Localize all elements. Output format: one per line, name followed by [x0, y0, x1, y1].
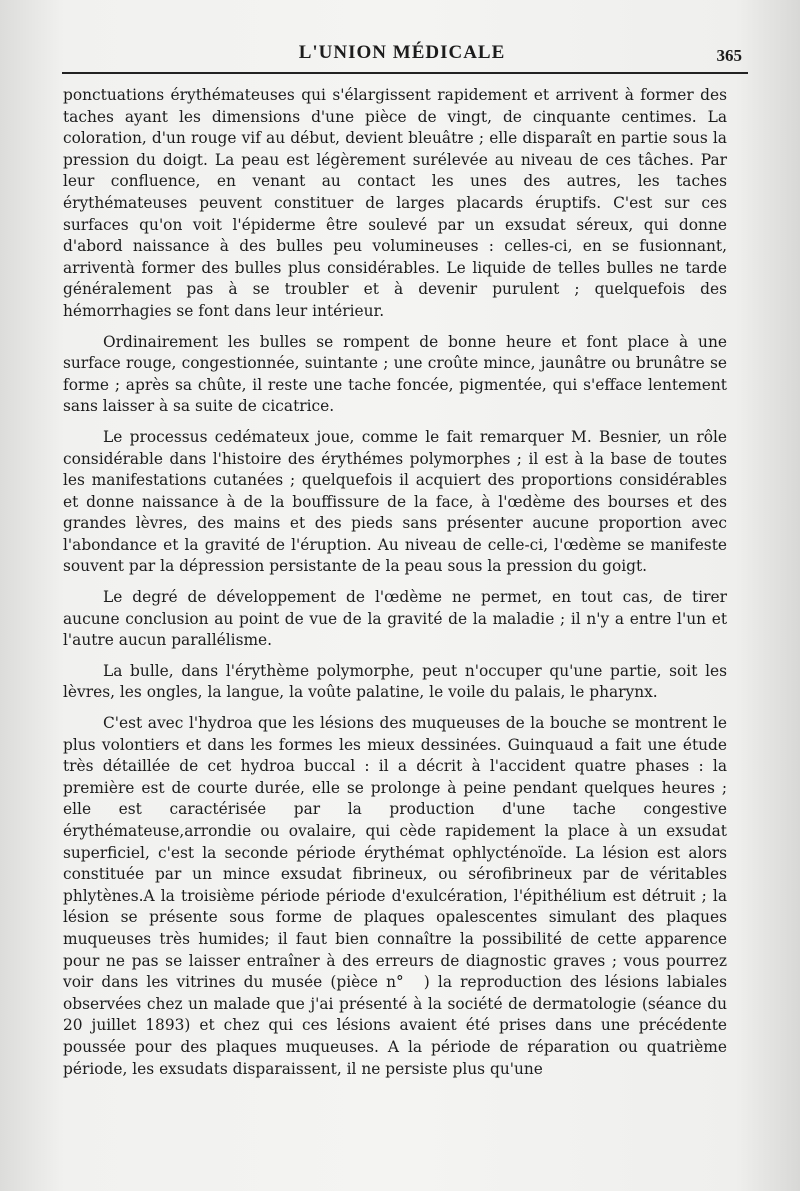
article-body — [63, 85, 727, 1089]
page-number: 365 — [716, 46, 742, 65]
paragraph: Le processus cedémateux joue, comme le fait remarquer M. Besnier, un rôle considérable dans l'histoire des érythémes polymorphes ; il est à la base de toutes les manifestations cutanées ; quelquefois il acquiert des proportions considérables et donne naissance à de la bouffissure de la face, à l'œdème des bourses et des grandes lèvres, des mains et des pieds sans présenter aucune proportion avec l'abondance et la gravité de l'éruption. Au niveau de celle-ci, l'œdème se manifeste souvent par la dépression persistante de la peau sous la pression du goigt. — [63, 427, 727, 576]
paragraph: La bulle, dans l'érythème polymorphe, peut n'occuper qu'une partie, soit les lèvres, les ongles, la langue, la voûte palatine, le voile du palais, le pharynx. — [63, 661, 727, 702]
header-rule — [62, 72, 748, 74]
paragraph: Le degré de développement de l'œdème ne permet, en tout cas, de tirer aucune conclusion au point de vue de la gravité de la maladie ; il n'y a entre l'un et l'autre aucun parallélisme. — [63, 588, 727, 650]
paragraph-continued: ponctuations érythémateuses qui s'élargissent rapidement et arrivent à former des taches ayant les dimensions d'une pièce de vingt, de cinquante centimes. La coloration, d'un rouge vif au début, devient bleuâtre ; elle disparaît en partie sous la pression du doigt. La peau est légèrement surélevée au niveau de ces tâches. Par leur confluence, en venant au contact les unes des autres, les taches érythémateuses peuvent constituer de larges placards éruptifs. C'est sur ces surfaces qu'on voit l'épiderme être soulevé par un exsudat séreux, qui donne d'abord naissance à des bulles peu volumineuses : celles-ci, en se fusionnant, arriventà former des bulles plus considérables. Le liquide de telles bulles ne tarde généralement pas à se troubler et à devenir purulent ; quelquefois des hémorrhagies se font dans leur intérieur. — [63, 86, 727, 320]
paragraph-part-2: ) la reproduction des lésions labiales observées chez un malade que j'ai présenté à la société de dermatologie (séance du 20 juillet 1893) et chez qui ces lésions avaient été prises dans une précédente poussée pour des plaques muqueuses. A la période de réparation ou quatrième période, les exsudats disparaissent, il ne persiste plus qu'une — [63, 973, 727, 1078]
paragraph-part-1: C'est avec l'hydroa que les lésions des muqueuses de la bouche se montrent le plus volontiers et dans les formes les mieux dessinées. Guinquaud a fait une étude très détaillée de cet hydroa buccal : il a décrit à l'accident quatre phases : la première est de courte durée, elle se prolonge à peine pendant quelques heures ; elle est caractérisée par la production d'une tache congestive érythémateuse,arrondie ou ovalaire, qui cède rapidement la place à un exsudat superficiel, c'est la seconde période érythémat ophlycténoïde. La lésion est alors constituée par un mince exsudat fibrineux, ou sérofibrineux par de véritables phlytènes.A la troisième période période d'exulcération, l'épithélium est détruit ; la lésion se présente sous forme de plaques opalescentes simulant des plaques muqueuses très humides; il faut bien connaître la possibilité de cette apparence pour ne pas se laisser entraîner à des erreurs de diagnostic graves ; vous pourrez voir dans les vitrines du musée (pièce n° — [63, 714, 727, 992]
journal-title: L'UNION MÉDICALE — [298, 42, 506, 63]
paragraph: Ordinairement les bulles se rompent de bonne heure et font place à une surface rouge, congestionnée, suintante ; une croûte mince, jaunâtre ou brunâtre se forme ; après sa chûte, il reste une tache foncée, pigmentée, qui s'efface lentement sans laisser à sa suite de cicatrice. — [63, 332, 727, 416]
running-header — [62, 42, 742, 72]
paragraph-with-footnote-gap — [63, 713, 727, 1080]
